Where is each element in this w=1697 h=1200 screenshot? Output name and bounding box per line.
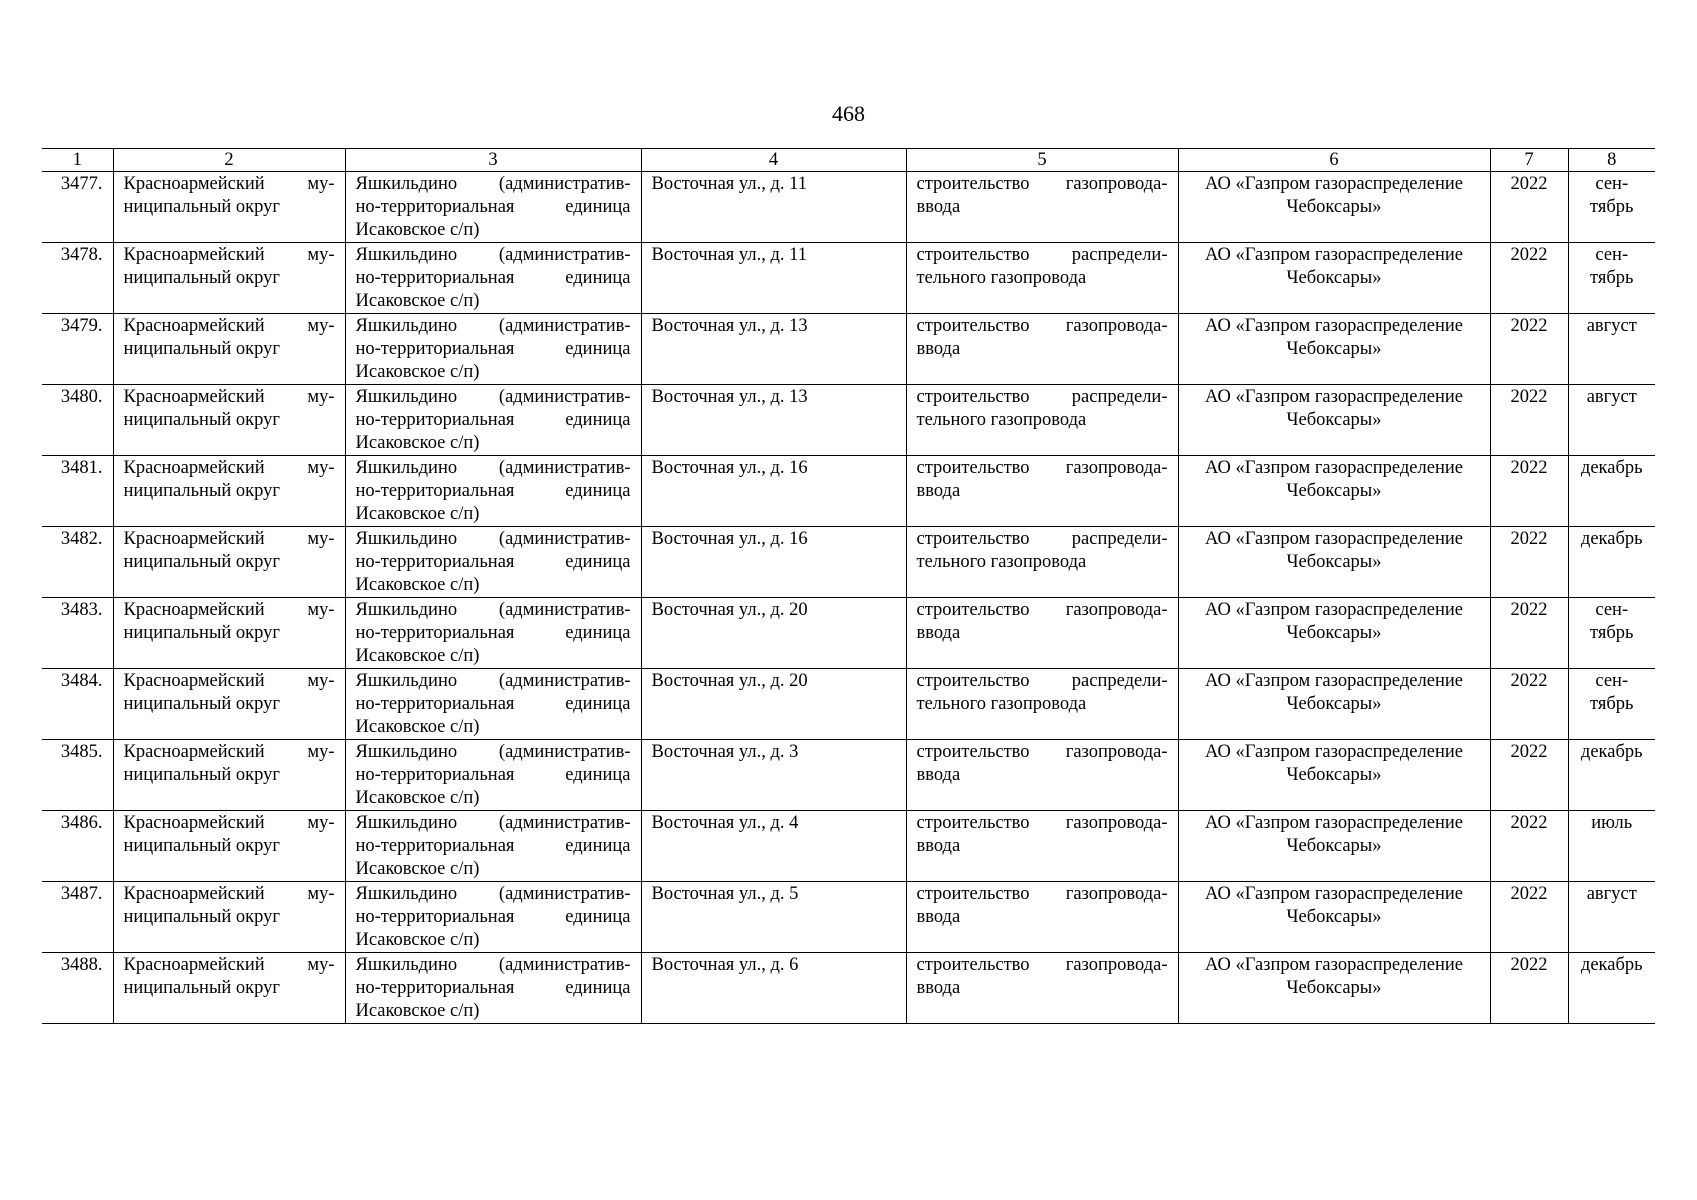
table-row: [42, 527, 1655, 598]
organization-cell: [1178, 882, 1490, 953]
document-table: [42, 148, 1655, 1024]
organization-cell: [1178, 669, 1490, 740]
organization-cell-line: АО «Газпром газораспределение: [1205, 458, 1463, 478]
organization-cell: [1178, 953, 1490, 1024]
district-cell: [113, 243, 345, 314]
address-cell: Восточная ул., д. 16: [641, 527, 906, 598]
locality-cell-line: Яшкильдино (административ-: [355, 387, 631, 407]
column-header: 4: [641, 149, 906, 172]
locality-cell: [345, 527, 641, 598]
month-cell-line: тябрь: [1590, 623, 1634, 643]
district-cell-line: Красноармейский му-: [123, 458, 335, 478]
address-cell: Восточная ул., д. 6: [641, 953, 906, 1024]
locality-cell-line: Яшкильдино (административ-: [355, 529, 631, 549]
work-type-cell-line: строительство газопровода-: [916, 955, 1168, 975]
address-cell: Восточная ул., д. 13: [641, 385, 906, 456]
organization-cell-line: АО «Газпром газораспределение: [1205, 245, 1463, 265]
year-cell: 2022: [1490, 811, 1568, 882]
table-body: [42, 172, 1655, 1024]
work-type-cell: [906, 740, 1178, 811]
locality-cell: [345, 811, 641, 882]
locality-cell-line: Яшкильдино (административ-: [355, 884, 631, 904]
work-type-cell-line: строительство распредели-: [916, 529, 1168, 549]
district-cell: [113, 456, 345, 527]
locality-cell-line: но-территориальная единица: [355, 907, 631, 927]
locality-cell-line: Исаковское с/п): [355, 433, 480, 453]
row-number: 3487.: [42, 882, 113, 953]
work-type-cell-line: тельного газопровода: [916, 552, 1087, 572]
work-type-cell: [906, 456, 1178, 527]
work-type-cell: [906, 243, 1178, 314]
locality-cell-line: Исаковское с/п): [355, 646, 480, 666]
work-type-cell: [906, 882, 1178, 953]
row-number: 3478.: [42, 243, 113, 314]
organization-cell-line: АО «Газпром газораспределение: [1205, 813, 1463, 833]
work-type-cell: [906, 669, 1178, 740]
row-number: 3488.: [42, 953, 113, 1024]
address-cell: Восточная ул., д. 13: [641, 314, 906, 385]
table-row: [42, 811, 1655, 882]
organization-cell: [1178, 456, 1490, 527]
locality-cell-line: Исаковское с/п): [355, 859, 480, 879]
year-cell: 2022: [1490, 740, 1568, 811]
month-cell: [1568, 385, 1655, 456]
header-row: [42, 149, 1655, 172]
district-cell-line: Красноармейский му-: [123, 671, 335, 691]
organization-cell: [1178, 172, 1490, 243]
month-cell-line: сен-: [1595, 174, 1629, 194]
month-cell: [1568, 314, 1655, 385]
work-type-cell: [906, 385, 1178, 456]
organization-cell-line: Чебоксары»: [1286, 268, 1382, 288]
organization-cell-line: АО «Газпром газораспределение: [1205, 316, 1463, 336]
locality-cell-line: но-территориальная единица: [355, 694, 631, 714]
locality-cell-line: Яшкильдино (административ-: [355, 813, 631, 833]
locality-cell-line: но-территориальная единица: [355, 765, 631, 785]
table-row: [42, 243, 1655, 314]
work-type-cell-line: строительство распредели-: [916, 387, 1168, 407]
work-type-cell-line: строительство газопровода-: [916, 742, 1168, 762]
work-type-cell-line: строительство газопровода-: [916, 600, 1168, 620]
column-header: 7: [1490, 149, 1568, 172]
table-row: [42, 669, 1655, 740]
organization-cell-line: АО «Газпром газораспределение: [1205, 174, 1463, 194]
month-cell-line: тябрь: [1590, 694, 1634, 714]
work-type-cell-line: ввода: [916, 836, 961, 856]
work-type-cell-line: тельного газопровода: [916, 268, 1087, 288]
month-cell: [1568, 243, 1655, 314]
month-cell-line: август: [1586, 316, 1637, 336]
work-type-cell-line: строительство газопровода-: [916, 813, 1168, 833]
locality-cell: [345, 669, 641, 740]
work-type-cell-line: строительство газопровода-: [916, 316, 1168, 336]
table-row: [42, 882, 1655, 953]
work-type-cell: [906, 953, 1178, 1024]
work-type-cell-line: строительство газопровода-: [916, 174, 1168, 194]
locality-cell: [345, 243, 641, 314]
organization-cell-line: АО «Газпром газораспределение: [1205, 671, 1463, 691]
organization-cell: [1178, 740, 1490, 811]
month-cell: [1568, 598, 1655, 669]
organization-cell-line: Чебоксары»: [1286, 552, 1382, 572]
locality-cell-line: Исаковское с/п): [355, 220, 480, 240]
district-cell-line: ниципальный округ: [123, 623, 280, 643]
organization-cell-line: Чебоксары»: [1286, 339, 1382, 359]
locality-cell-line: Исаковское с/п): [355, 362, 480, 382]
organization-cell-line: Чебоксары»: [1286, 765, 1382, 785]
district-cell: [113, 172, 345, 243]
district-cell-line: ниципальный округ: [123, 907, 280, 927]
work-type-cell-line: ввода: [916, 623, 961, 643]
column-header: 8: [1568, 149, 1655, 172]
locality-cell-line: Исаковское с/п): [355, 291, 480, 311]
organization-cell-line: Чебоксары»: [1286, 694, 1382, 714]
locality-cell-line: Исаковское с/п): [355, 788, 480, 808]
column-header: 2: [113, 149, 345, 172]
locality-cell-line: Яшкильдино (административ-: [355, 316, 631, 336]
work-type-cell-line: ввода: [916, 197, 961, 217]
district-cell-line: Красноармейский му-: [123, 600, 335, 620]
column-header: 6: [1178, 149, 1490, 172]
work-type-cell-line: ввода: [916, 907, 961, 927]
table-row: [42, 172, 1655, 243]
organization-cell-line: Чебоксары»: [1286, 623, 1382, 643]
district-cell: [113, 669, 345, 740]
district-cell-line: ниципальный округ: [123, 197, 280, 217]
column-header: 1: [42, 149, 113, 172]
work-type-cell: [906, 314, 1178, 385]
work-type-cell-line: строительство газопровода-: [916, 884, 1168, 904]
organization-cell-line: АО «Газпром газораспределение: [1205, 387, 1463, 407]
year-cell: 2022: [1490, 953, 1568, 1024]
work-type-cell-line: строительство газопровода-: [916, 458, 1168, 478]
district-cell-line: Красноармейский му-: [123, 742, 335, 762]
address-cell: Восточная ул., д. 3: [641, 740, 906, 811]
month-cell-line: декабрь: [1580, 955, 1643, 975]
organization-cell-line: АО «Газпром газораспределение: [1205, 600, 1463, 620]
month-cell: [1568, 456, 1655, 527]
address-cell: Восточная ул., д. 11: [641, 243, 906, 314]
locality-cell-line: Яшкильдино (административ-: [355, 671, 631, 691]
row-number: 3480.: [42, 385, 113, 456]
locality-cell: [345, 385, 641, 456]
organization-cell-line: Чебоксары»: [1286, 481, 1382, 501]
year-cell: 2022: [1490, 314, 1568, 385]
locality-cell: [345, 456, 641, 527]
district-cell-line: ниципальный округ: [123, 481, 280, 501]
locality-cell: [345, 314, 641, 385]
organization-cell: [1178, 527, 1490, 598]
organization-cell-line: Чебоксары»: [1286, 836, 1382, 856]
work-type-cell-line: ввода: [916, 481, 961, 501]
month-cell-line: декабрь: [1580, 529, 1643, 549]
organization-cell-line: Чебоксары»: [1286, 907, 1382, 927]
organization-cell: [1178, 314, 1490, 385]
locality-cell-line: Исаковское с/п): [355, 717, 480, 737]
address-cell: Восточная ул., д. 20: [641, 598, 906, 669]
month-cell: [1568, 527, 1655, 598]
locality-cell-line: Исаковское с/п): [355, 1001, 480, 1021]
month-cell-line: сен-: [1595, 245, 1629, 265]
organization-cell: [1178, 598, 1490, 669]
month-cell-line: декабрь: [1580, 458, 1643, 478]
address-cell: Восточная ул., д. 4: [641, 811, 906, 882]
row-number: 3486.: [42, 811, 113, 882]
page-number: 468: [832, 101, 865, 126]
locality-cell-line: но-территориальная единица: [355, 268, 631, 288]
work-type-cell-line: ввода: [916, 765, 961, 785]
month-cell: [1568, 953, 1655, 1024]
month-cell: [1568, 172, 1655, 243]
year-cell: 2022: [1490, 882, 1568, 953]
district-cell: [113, 314, 345, 385]
organization-cell-line: АО «Газпром газораспределение: [1205, 884, 1463, 904]
district-cell-line: Красноармейский му-: [123, 316, 335, 336]
district-cell-line: ниципальный округ: [123, 836, 280, 856]
year-cell: 2022: [1490, 385, 1568, 456]
row-number: 3477.: [42, 172, 113, 243]
district-cell-line: Красноармейский му-: [123, 884, 335, 904]
work-type-cell-line: ввода: [916, 339, 961, 359]
locality-cell-line: но-территориальная единица: [355, 623, 631, 643]
district-cell: [113, 385, 345, 456]
locality-cell-line: Яшкильдино (административ-: [355, 174, 631, 194]
column-header: 5: [906, 149, 1178, 172]
locality-cell-line: Исаковское с/п): [355, 575, 480, 595]
table-row: [42, 314, 1655, 385]
month-cell: [1568, 811, 1655, 882]
district-cell: [113, 811, 345, 882]
organization-cell-line: АО «Газпром газораспределение: [1205, 955, 1463, 975]
month-cell-line: август: [1586, 884, 1637, 904]
work-type-cell-line: строительство распредели-: [916, 245, 1168, 265]
locality-cell: [345, 740, 641, 811]
organization-cell: [1178, 385, 1490, 456]
year-cell: 2022: [1490, 527, 1568, 598]
month-cell-line: август: [1586, 387, 1637, 407]
work-type-cell: [906, 172, 1178, 243]
district-cell: [113, 527, 345, 598]
address-cell: Восточная ул., д. 11: [641, 172, 906, 243]
district-cell: [113, 953, 345, 1024]
locality-cell-line: но-территориальная единица: [355, 836, 631, 856]
work-type-cell: [906, 811, 1178, 882]
locality-cell-line: Исаковское с/п): [355, 930, 480, 950]
district-cell-line: ниципальный округ: [123, 268, 280, 288]
locality-cell-line: но-территориальная единица: [355, 410, 631, 430]
organization-cell-line: Чебоксары»: [1286, 197, 1382, 217]
month-cell-line: тябрь: [1590, 268, 1634, 288]
locality-cell-line: но-территориальная единица: [355, 552, 631, 572]
year-cell: 2022: [1490, 456, 1568, 527]
locality-cell: [345, 172, 641, 243]
locality-cell-line: но-территориальная единица: [355, 481, 631, 501]
district-cell-line: ниципальный округ: [123, 978, 280, 998]
organization-cell: [1178, 811, 1490, 882]
row-number: 3479.: [42, 314, 113, 385]
locality-cell: [345, 598, 641, 669]
locality-cell-line: Яшкильдино (административ-: [355, 955, 631, 975]
work-type-cell: [906, 598, 1178, 669]
month-cell-line: декабрь: [1580, 742, 1643, 762]
row-number: 3482.: [42, 527, 113, 598]
year-cell: 2022: [1490, 172, 1568, 243]
locality-cell-line: Исаковское с/п): [355, 504, 480, 524]
month-cell-line: июль: [1591, 813, 1633, 833]
district-cell-line: ниципальный округ: [123, 765, 280, 785]
year-cell: 2022: [1490, 243, 1568, 314]
district-cell-line: ниципальный округ: [123, 694, 280, 714]
district-cell: [113, 882, 345, 953]
month-cell: [1568, 882, 1655, 953]
organization-cell-line: АО «Газпром газораспределение: [1205, 529, 1463, 549]
locality-cell-line: Яшкильдино (административ-: [355, 245, 631, 265]
month-cell-line: сен-: [1595, 671, 1629, 691]
organization-cell-line: Чебоксары»: [1286, 978, 1382, 998]
locality-cell-line: Яшкильдино (административ-: [355, 742, 631, 762]
month-cell: [1568, 669, 1655, 740]
month-cell-line: сен-: [1595, 600, 1629, 620]
locality-cell-line: но-территориальная единица: [355, 339, 631, 359]
month-cell-line: тябрь: [1590, 197, 1634, 217]
district-cell-line: ниципальный округ: [123, 410, 280, 430]
address-cell: Восточная ул., д. 20: [641, 669, 906, 740]
district-cell-line: ниципальный округ: [123, 339, 280, 359]
district-cell-line: Красноармейский му-: [123, 174, 335, 194]
district-cell: [113, 598, 345, 669]
month-cell: [1568, 740, 1655, 811]
year-cell: 2022: [1490, 669, 1568, 740]
row-number: 3483.: [42, 598, 113, 669]
locality-cell-line: но-территориальная единица: [355, 978, 631, 998]
locality-cell: [345, 953, 641, 1024]
table-row: [42, 456, 1655, 527]
address-cell: Восточная ул., д. 5: [641, 882, 906, 953]
work-type-cell-line: тельного газопровода: [916, 410, 1087, 430]
row-number: 3485.: [42, 740, 113, 811]
work-type-cell: [906, 527, 1178, 598]
district-cell-line: Красноармейский му-: [123, 387, 335, 407]
locality-cell-line: Яшкильдино (административ-: [355, 600, 631, 620]
district-cell: [113, 740, 345, 811]
row-number: 3484.: [42, 669, 113, 740]
work-type-cell-line: строительство распредели-: [916, 671, 1168, 691]
district-cell-line: Красноармейский му-: [123, 813, 335, 833]
year-cell: 2022: [1490, 598, 1568, 669]
table-row: [42, 953, 1655, 1024]
locality-cell-line: но-территориальная единица: [355, 197, 631, 217]
organization-cell: [1178, 243, 1490, 314]
district-cell-line: Красноармейский му-: [123, 955, 335, 975]
work-type-cell-line: ввода: [916, 978, 961, 998]
locality-cell-line: Яшкильдино (административ-: [355, 458, 631, 478]
organization-cell-line: АО «Газпром газораспределение: [1205, 742, 1463, 762]
table-row: [42, 598, 1655, 669]
work-type-cell-line: тельного газопровода: [916, 694, 1087, 714]
table-row: [42, 385, 1655, 456]
organization-cell-line: Чебоксары»: [1286, 410, 1382, 430]
district-cell-line: Красноармейский му-: [123, 245, 335, 265]
address-cell: Восточная ул., д. 16: [641, 456, 906, 527]
locality-cell: [345, 882, 641, 953]
row-number: 3481.: [42, 456, 113, 527]
table-row: [42, 740, 1655, 811]
district-cell-line: ниципальный округ: [123, 552, 280, 572]
column-header: 3: [345, 149, 641, 172]
district-cell-line: Красноармейский му-: [123, 529, 335, 549]
